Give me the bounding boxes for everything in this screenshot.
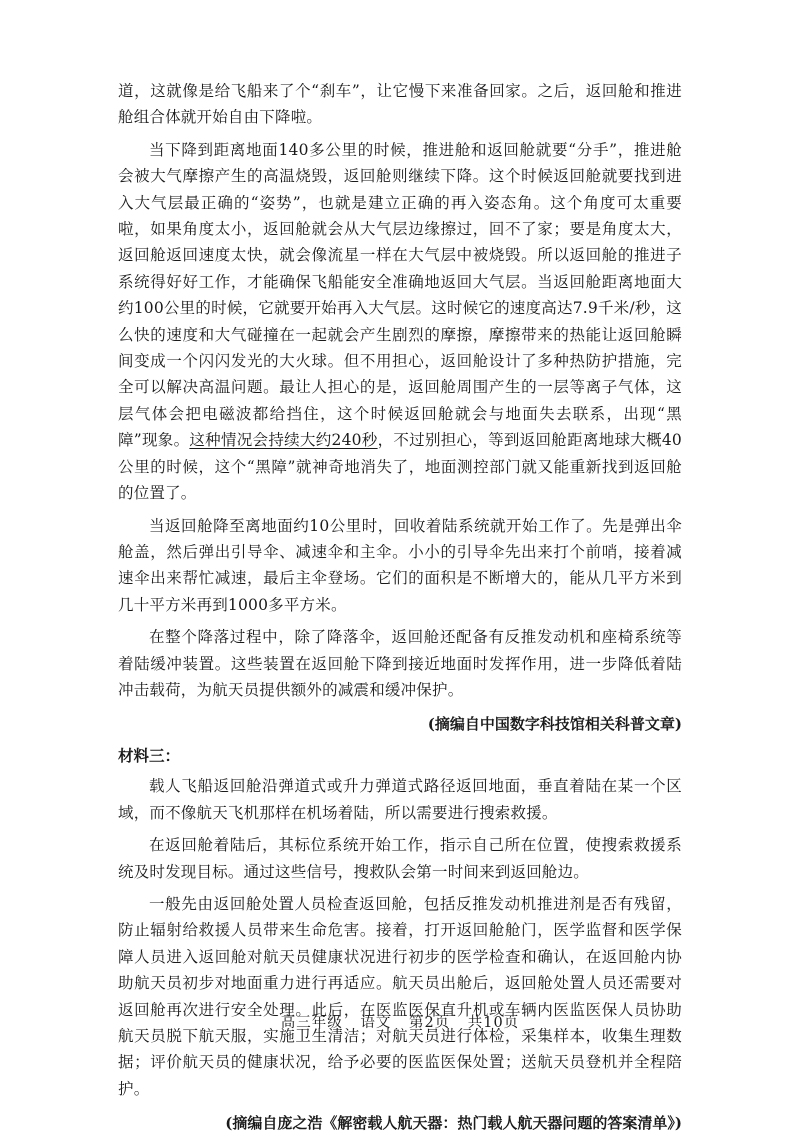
material3-source: (摘编自庞之浩《解密载人航天器：热门载人航天器问题的答案清单》) bbox=[225, 1114, 682, 1133]
footer-page-number: 第2页 bbox=[408, 1015, 451, 1031]
paragraph-reentry-text: 当下降到距离地面140多公里的时候，推进舱和返回舱就要“分手”，推进舱会被大气摩擦产生的高温烧毁，返回舱则继续下降。这个时候返回舱就要找到进入大气层最正确的“姿势”，也就是建立正确的再入姿态角。这个角度可太重要啦，如果角度太小，返回舱就会从大气层边缘擦过，回不了家；要是角度太大，返回舱返回速度太快，就会像流星一样在大气层中被烧毁。所以返回舱的推进子系统得好好工作，才能确保飞船能安全准确地返回大气层。当返回舱距离地面大约100公里的时候，它就要开始再入大气层。这时候它的速度高达7.9千米/秒，这么快的速度和大气碰撞在一起就会产生剧烈的摩擦，摩擦带来的热能让返回舱瞬间变成一个闪闪发光的大火球。但不用担心，返回舱设计了多种热防护措施，完全可以解决高温问题。最让人担心的是，返回舱周围产生的一层等离子气体，这层气体会把电磁波都给挡住，这个时候返回舱就会与地面失去联系，出现“黑障”现象。 bbox=[118, 140, 682, 450]
paragraph-parachute: 当返回舱降至离地面约10公里时，回收着陆系统就开始工作了。先是弹出伞舱盖，然后弹出引导伞、减速伞和主伞。小小的引导伞先出来打个前哨，接着减速伞出来帮忙减速，最后主伞登场。它们的面积是不断增大的，能从几平方米到几十平方米再到1000多平方米。 bbox=[118, 516, 682, 614]
paragraph-beacon: 在返回舱着陆后，其标位系统开始工作，指示自己所在位置，使搜索救援系统及时发现目标。通过这些信号，搜救队会第一时间来到返回舱边。 bbox=[118, 836, 682, 881]
footer-grade: 高三年级 bbox=[280, 1015, 343, 1031]
footer-total-pages: 共10页 bbox=[467, 1015, 520, 1031]
page-footer bbox=[0, 1011, 800, 1032]
material2-source: (摘编自中国数字科技馆相关科普文章) bbox=[427, 715, 682, 734]
paragraph-landing-buffer: 在整个降落过程中，除了降落伞，返回舱还配备有反推发动机和座椅系统等着陆缓冲装置。这些装置在返回舱下降到接近地面时发挥作用，进一步降低着陆冲击载荷，为航天员提供额外的减震和缓冲保护。 bbox=[118, 628, 682, 699]
paragraph-search-rescue: 载人飞船返回舱沿弹道式或升力弹道式路径返回地面，垂直着陆在某一个区域，而不像航天飞机那样在机场着陆，所以需要进行搜索救援。 bbox=[118, 777, 682, 822]
footer-subject: 语文 bbox=[360, 1015, 392, 1031]
paragraph-recovery-procedure: 一般先由返回舱处置人员检查返回舱，包括反推发动机推进剂是否有残留，防止辐射给救援人员带来生命危害。接着，打开返回舱舱门，医学监督和医学保障人员进入返回舱对航天员健康状况进行初步的医学检查和确认，在返回舱内协助航天员初步对地面重力进行再适应。航天员出舱后，返回舱处置人员还需要对返回舱再次进行安全处理。此后，在医监医保直升机或车辆内医监医保人员协助航天员脱下航天服，实施卫生清洁；对航天员进行体检，采集样本，收集生理数据；评价航天员的健康状况，给予必要的医监医保处置；送航天员登机并全程陪护。 bbox=[118, 894, 682, 1098]
paragraph-reentry bbox=[118, 137, 682, 507]
paragraph-reentry-tail: ，不过别担心，等到返回舱距离地球大概40公里的时候，这个“黑障”就神奇地消失了，地面测控部门就又能重新找到返回舱的位置了。 bbox=[118, 431, 682, 503]
paragraph-continuation: 道，这就像是给飞船来了个“刹车”，让它慢下来准备回家。之后，返回舱和推进舱组合体就开始自由下降啦。 bbox=[118, 82, 682, 127]
underlined-blackout-duration: 这种情况会持续大约240秒 bbox=[189, 431, 378, 450]
material3-heading: 材料三： bbox=[118, 746, 181, 766]
